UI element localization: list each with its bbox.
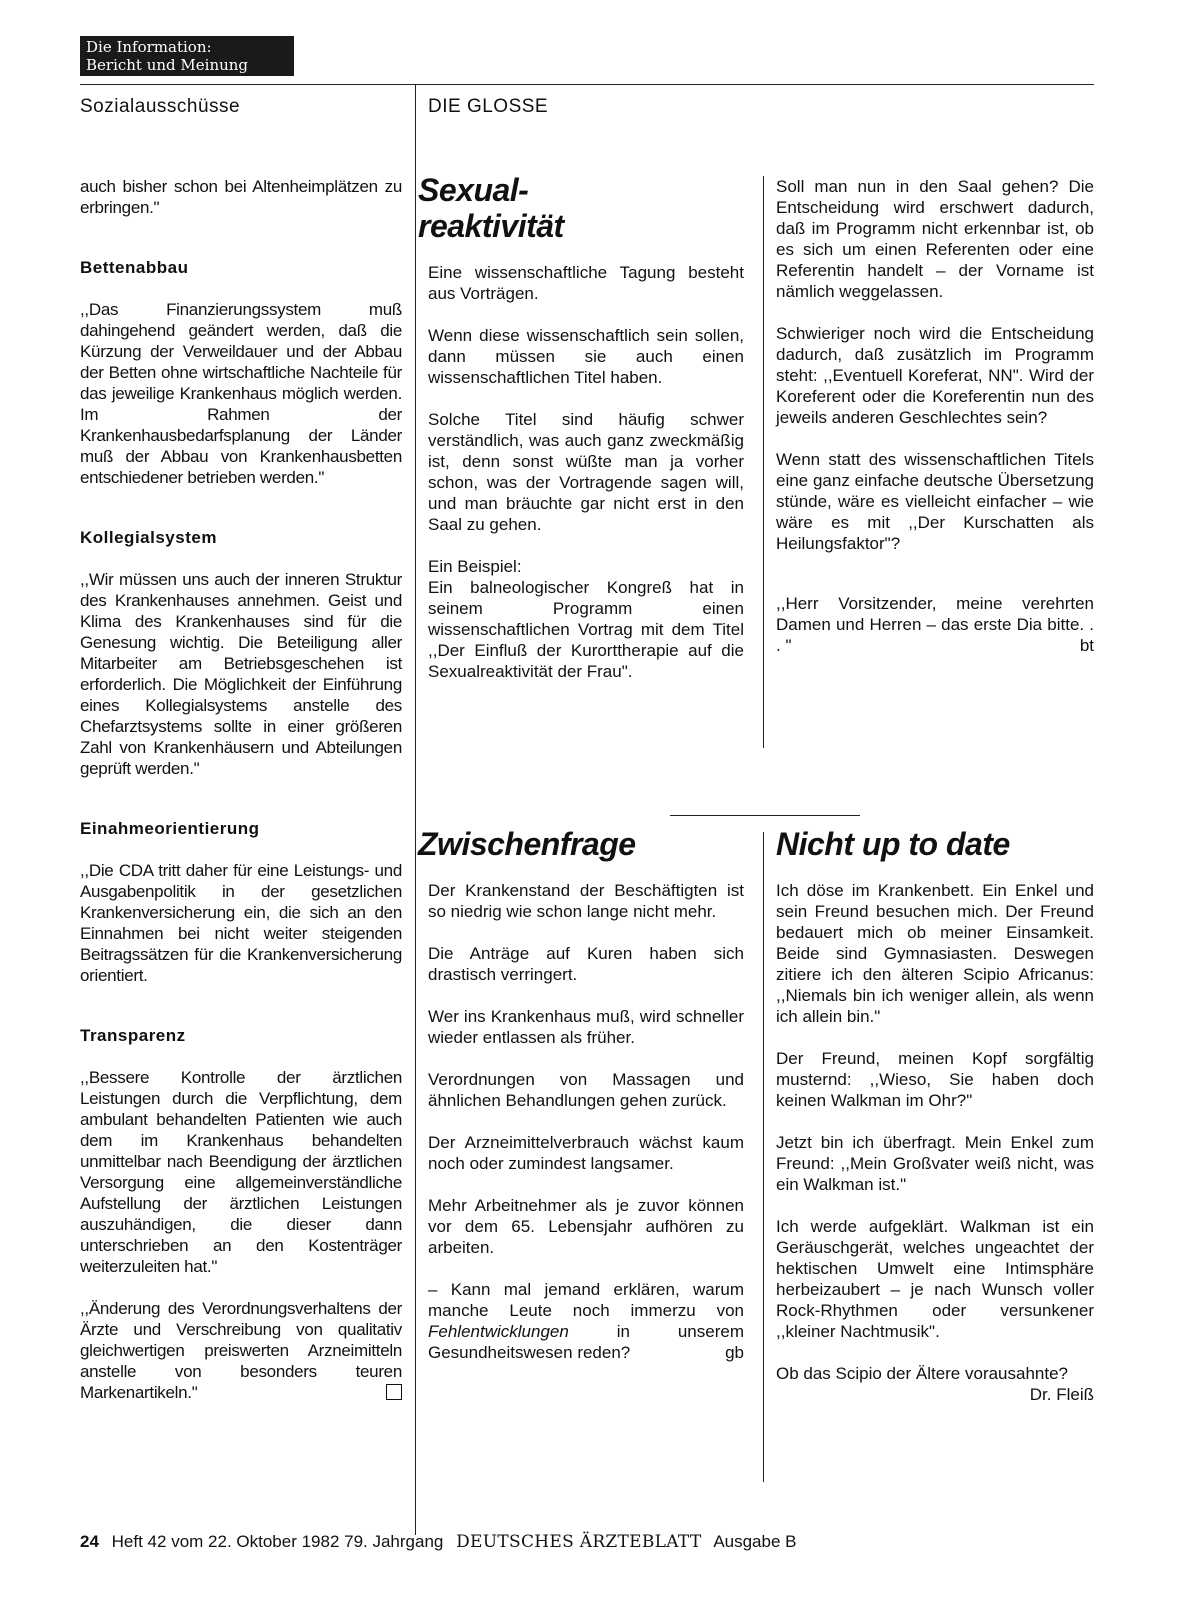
paragraph: Solche Titel sind häufig schwer verständlich, was auch ganz zweckmäßig ist, denn sonst wüßte man ja vorher schon, was der Vortragende sagen will, und man bräuchte gar nicht erst in den Saal zu gehen.	[428, 410, 744, 534]
article-title-zwischenfrage: Zwischenfrage	[418, 826, 636, 862]
paragraph: Eine wissenschaftliche Tagung besteht aus Vorträgen.	[428, 263, 744, 303]
paragraph: Wenn statt des wissenschaftlichen Titels eine ganz einfache deutsche Übersetzung stünde, wäre es vielleicht einfacher – wie wäre es mit ,,Der Kurschatten als Heilungsfaktor"?	[776, 450, 1094, 553]
text-run: – Kann mal jemand erklären, warum manche Leute noch immerzu von	[428, 1280, 744, 1320]
article1-column-a	[428, 262, 744, 703]
paragraph: ,,Die CDA tritt daher für eine Leistungs- und Ausgabenpolitik in der gesetzlichen Krankenversicherung ein, die sich an den Einnahmen bei nicht weiter steigenden Beitragssätzen für die Krankenversicherung orientiert.	[80, 861, 402, 985]
paragraph: Schwieriger noch wird die Entscheidung dadurch, daß zusätzlich im Programm steht: ,,Eventuell Koreferat, NN". Wird der Koreferent oder die Koreferentin nun des jeweils anderen Geschlechtes sein?	[776, 324, 1094, 427]
left-intro: auch bisher schon bei Altenheimplätzen zu erbringen."	[80, 177, 402, 217]
heading-bettenabbau: Bettenabbau	[80, 258, 189, 277]
signature: gb	[725, 1343, 744, 1362]
title-line-1: Sexual-	[418, 172, 529, 208]
article1-divider	[763, 176, 764, 748]
page-number: 24	[80, 1532, 99, 1551]
emphasis: Fehlentwicklungen	[428, 1322, 569, 1341]
paragraph: ,,Bessere Kontrolle der ärztlichen Leistungen durch die Verpflichtung, dem ambulant behandelten Patienten wie auch dem im Krankenhaus behandelten unmittelbar nach Beendigung der ärztlichen Versorgung eine allgemeinverständliche Aufstellung der ärztlichen Leistungen auszuhändigen, die dieser dann unterschrieben an den Kostenträger weiterzuleiten hat."	[80, 1068, 402, 1276]
column-divider	[415, 85, 416, 1535]
paragraph-last	[776, 1363, 1094, 1404]
article-title-sexualreaktivitaet	[418, 172, 564, 244]
header-rule	[80, 84, 1094, 85]
section-badge	[80, 36, 294, 76]
paragraph-text: ,,Herr Vorsitzender, meine verehrten Damen und Herren – das erste Dia bitte. . . "	[776, 594, 1094, 655]
paragraph: Wenn diese wissenschaftlich sein sollen, dann müssen sie auch einen wissenschaftlichen Titel haben.	[428, 326, 744, 387]
section-label-left: Sozialausschüsse	[80, 96, 241, 117]
title-line-2: reaktivität	[418, 208, 564, 244]
paragraph: Soll man nun in den Saal gehen? Die Entscheidung wird erschwert dadurch, daß im Programm nicht erkennbar ist, ob es sich um einen Referenten oder eine Referentin handelt – der Vorname ist nämlich weggelassen.	[776, 177, 1094, 301]
paragraph: ,,Das Finanzierungssystem muß dahingehend geändert werden, daß die Kürzung der Verweildauer und der Abbau der Betten ohne wirtschaftliche Nachteile für das jeweilige Krankenhaus möglich werden. Im Rahmen der Krankenhausbedarfsplanung der Länder muß der Abbau von Krankenhausbetten entschiedener betrieben werden."	[80, 300, 402, 487]
badge-line-2: Bericht und Meinung	[86, 56, 249, 74]
paragraph-text: Ob das Scipio der Ältere vorausahnte?	[776, 1364, 1069, 1383]
paragraph: Ich döse im Krankenbett. Ein Enkel und sein Freund besuchen mich. Der Freund bedauert mich ob meiner Einsamkeit. Beide sind Gymnasiasten. Deswegen zitiere ich den älteren Scipio Africanus: ,,Niemals bin ich weniger allein, als wenn ich allein bin."	[776, 881, 1094, 1026]
paragraph: Wer ins Krankenhaus muß, wird schneller wieder entlassen als früher.	[428, 1007, 744, 1047]
article2-column	[428, 880, 744, 1384]
masthead: DEUTSCHES ÄRZTEBLATT	[456, 1532, 702, 1552]
article-title-nicht-up-to-date: Nicht up to date	[776, 826, 1010, 862]
left-column	[80, 176, 402, 1424]
paragraph: Jetzt bin ich überfragt. Mein Enkel zum Freund: ,,Mein Großvater weiß nicht, was ein Walkman ist."	[776, 1133, 1094, 1194]
article-separator	[670, 815, 860, 816]
article2-divider	[763, 832, 764, 1482]
section-label-right: DIE GLOSSE	[428, 96, 549, 117]
edition: Ausgabe B	[713, 1532, 797, 1551]
text-run: in unserem Gesundheitswesen reden?	[428, 1322, 744, 1362]
paragraph-last	[428, 1279, 744, 1363]
paragraph: Der Krankenstand der Beschäftigten ist so niedrig wie schon lange nicht mehr.	[428, 881, 744, 921]
paragraph-last	[776, 593, 1094, 656]
page-footer	[80, 1532, 1094, 1552]
paragraph: ,,Wir müssen uns auch der inneren Struktur des Krankenhauses annehmen. Geist und Klima des Krankenhauses sind für die Genesung wichtig. Die Beteiligung aller Mitarbeiter am Betriebsgeschehen ist erforderlich. Die Möglichkeit der Einführung eines Kollegialsystems anstelle des Chefarztsystems sollte in einer größeren Zahl von Krankenhäusern und Abteilungen geprüft werden."	[80, 570, 402, 778]
paragraph: Verordnungen von Massagen und ähnlichen Behandlungen gehen zurück.	[428, 1070, 744, 1110]
end-mark-icon	[386, 1384, 402, 1400]
heading-kollegialsystem: Kollegialsystem	[80, 528, 217, 547]
paragraph: Die Anträge auf Kuren haben sich drastisch verringert.	[428, 944, 744, 984]
article3-column	[776, 880, 1094, 1405]
heading-transparenz: Transparenz	[80, 1026, 186, 1045]
badge-line-1: Die Information:	[86, 38, 212, 56]
heading-einahmeorientierung: Einahmeorientierung	[80, 819, 260, 838]
article1-column-b	[776, 176, 1094, 677]
paragraph-last	[80, 1298, 402, 1403]
paragraph: Ich werde aufgeklärt. Walkman ist ein Geräuschgerät, welches ungeachtet der hektischen Umwelt eine Intimsphäre herbeizaubert – je nach Wunsch voller Rock-Rhythmen oder versunkener ,,kleiner Nachtmusik".	[776, 1217, 1094, 1341]
paragraph: Ein balneologischer Kongreß hat in seinem Programm einen wissenschaftlichen Vortrag mit dem Titel ,,Der Einfluß der Kurorttherapie auf die Sexualreaktivität der Frau".	[428, 578, 744, 681]
paragraph: Der Arzneimittelverbrauch wächst kaum noch oder zumindest langsamer.	[428, 1133, 744, 1173]
signature: bt	[1079, 636, 1094, 655]
paragraph: Der Freund, meinen Kopf sorgfältig musternd: ,,Wieso, Sie haben doch keinen Walkman im Ohr?"	[776, 1049, 1094, 1110]
paragraph-text: ,,Änderung des Verordnungsverhaltens der Ärzte und Verschreibung von qualitativ gleichwertigen preiswerten Arzneimitteln anstelle von besonders teuren Markenartikeln."	[80, 1299, 402, 1402]
signature: Dr. Fleiß	[1029, 1385, 1094, 1404]
paragraph: Mehr Arbeitnehmer als je zuvor können vor dem 65. Lebensjahr aufhören zu arbeiten.	[428, 1196, 744, 1257]
paragraph: Ein Beispiel:	[428, 557, 522, 576]
issue-info: Heft 42 vom 22. Oktober 1982 79. Jahrgang	[111, 1532, 444, 1551]
